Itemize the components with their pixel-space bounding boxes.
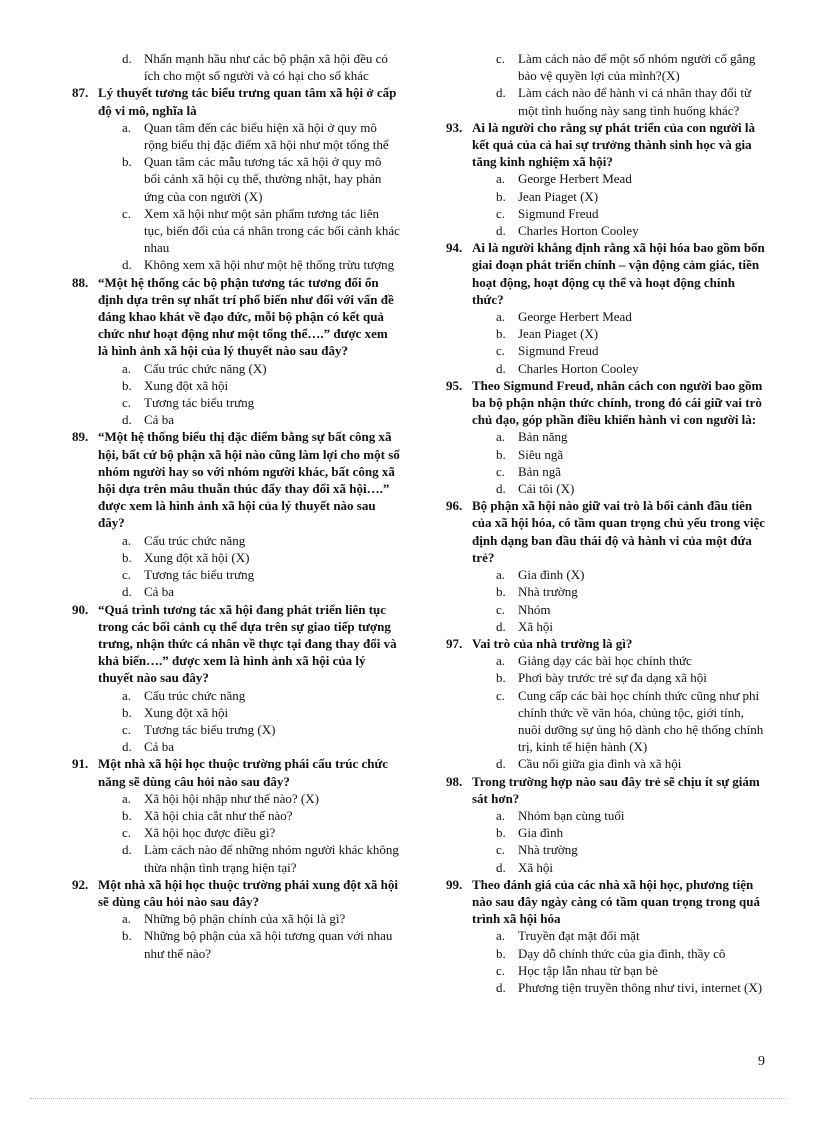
option-letter: d. (122, 842, 132, 858)
option-text: Không xem xã hội như một hệ thống trừu tượng (144, 257, 395, 273)
option-letter: c. (496, 205, 506, 221)
option-text: Làm cách nào để một số nhóm người cố gắng bảo vệ quyền lợi của mình?(X) (518, 51, 756, 84)
question-stem (72, 876, 400, 910)
option-text: Tương tác biểu trưng (X) (144, 721, 276, 737)
option-letter: b. (496, 188, 506, 204)
option-letter: a. (496, 567, 506, 583)
option-text: Tương tác biểu trưng (144, 567, 255, 583)
option-letter: b. (496, 584, 506, 600)
question-stem (72, 428, 400, 531)
option-letter: a. (496, 429, 506, 445)
option-text: Charles Horton Cooley (518, 360, 639, 376)
question-stem (446, 635, 766, 652)
option-text: Bản năng (518, 429, 568, 445)
question-text: Bộ phận xã hội nào giữ vai trò là bối cảnh đầu tiên của xã hội hóa, có tầm quan trọng chủ yếu trong việc định dạng ban đầu thái độ và hành vi của một đứa trẻ? (472, 498, 765, 565)
option-letter: d. (496, 756, 506, 772)
option-text: Nhóm bạn cùng tuổi (518, 807, 625, 823)
option-text: Dạy dỗ chính thức của gia đình, thầy cô (518, 945, 726, 961)
option-text: Cả ba (144, 412, 174, 428)
option-letter: b. (122, 377, 132, 393)
answer-option (496, 962, 766, 979)
question-stem (446, 119, 766, 171)
question-stem (72, 84, 400, 118)
question (446, 876, 766, 996)
answer-option (122, 704, 400, 721)
option-text: Xung đột xã hội (144, 704, 229, 720)
answer-option (496, 601, 766, 618)
option-letter: a. (122, 790, 132, 806)
option-letter: a. (496, 928, 506, 944)
option-letter: b. (496, 945, 506, 961)
option-text: Xã hội (518, 859, 554, 875)
option-text: Gia đình (X) (518, 567, 585, 583)
option-letter: c. (122, 395, 132, 411)
continued-options (72, 50, 400, 84)
footer-divider (30, 1098, 786, 1099)
option-letter: a. (496, 807, 506, 823)
answer-option (122, 549, 400, 566)
question-text: Theo đánh giá của các nhà xã hội học, phương tiện nào sau đây ngày càng có tầm quan trọng trong quá trình xã hội hóa (472, 876, 760, 927)
question-number: 88. (72, 274, 89, 290)
option-letter: c. (122, 825, 132, 841)
question-stem (446, 876, 766, 928)
answer-option (496, 945, 766, 962)
option-letter: c. (122, 567, 132, 583)
option-letter: c. (122, 205, 132, 221)
answer-option (122, 532, 400, 549)
option-text: Xã hội (518, 618, 554, 634)
answer-option (496, 859, 766, 876)
answer-option (122, 377, 400, 394)
option-text: Nhấn mạnh hầu như các bộ phận xã hội đều có ích cho một số người và có hại cho số khác (144, 51, 388, 84)
option-letter: b. (496, 326, 506, 342)
option-letter: a. (496, 309, 506, 325)
option-letter: a. (122, 119, 132, 135)
answer-option (122, 394, 400, 411)
answer-option (496, 308, 766, 325)
option-text: Cầu nối giữa gia đình và xã hội (518, 756, 682, 772)
option-text: Xung đột xã hội (144, 377, 229, 393)
question-number: 97. (446, 635, 463, 651)
answer-option (122, 824, 400, 841)
option-text: Xem xã hội như một sản phẩm tương tác liên tục, biến đổi của cá nhân trong các bối cảnh khác nhau (144, 205, 400, 256)
answer-option (496, 618, 766, 635)
option-text: Sigmund Freud (518, 343, 599, 359)
question-number: 90. (72, 601, 89, 617)
question-stem (446, 773, 766, 807)
option-letter: a. (122, 687, 132, 703)
question (72, 84, 400, 273)
answer-option (496, 222, 766, 239)
option-text: Quan tâm đến các biểu hiện xã hội ở quy mô rộng biểu thị đặc điểm xã hội như một tổng thể (144, 119, 389, 153)
option-text: Truyền đạt mặt đối mặt (518, 928, 640, 944)
option-text: Bản ngã (518, 463, 561, 479)
question-number: 92. (72, 876, 89, 892)
question-number: 87. (72, 85, 89, 101)
question-stem (446, 239, 766, 308)
option-text: Nhà trường (518, 842, 578, 858)
option-letter: d. (496, 618, 506, 634)
answer-option (496, 652, 766, 669)
option-letter: d. (496, 360, 506, 376)
option-letter: a. (496, 653, 506, 669)
question-number: 98. (446, 773, 463, 789)
answer-option (122, 256, 400, 273)
question (446, 635, 766, 773)
option-letter: b. (122, 928, 132, 944)
option-text: Cấu trúc chức năng (144, 687, 246, 703)
option-text: Jean Piaget (X) (518, 188, 599, 204)
option-text: Xã hội học được điều gì? (144, 825, 276, 841)
option-text: Phương tiện truyền thông như tivi, internet (X) (518, 979, 763, 995)
option-letter: c. (496, 343, 506, 359)
question (72, 601, 400, 756)
option-text: Nhóm (518, 601, 551, 617)
answer-option (496, 480, 766, 497)
option-letter: d. (122, 51, 132, 66)
question-text: Theo Sigmund Freud, nhân cách con người bao gồm ba bộ phận nhận thức chính, trong đó cái giữ vai trò chủ đạo, góp phần điều khiển hành vi con người là: (472, 377, 763, 428)
question-number: 89. (72, 429, 89, 445)
option-text: Giảng dạy các bài học chính thức (518, 653, 692, 669)
continued-options (446, 50, 766, 119)
answer-option (496, 428, 766, 445)
answer-option (496, 205, 766, 222)
page-number: 9 (758, 1054, 765, 1069)
question (446, 119, 766, 239)
option-letter: d. (122, 739, 132, 755)
option-letter: d. (122, 412, 132, 428)
option-text: Làm cách nào để hành vi cá nhân thay đổi từ một tình huống này sang tình huống khác? (518, 85, 752, 118)
question-text: “Quá trình tương tác xã hội đang phát triển liên tục trong các bối cảnh cụ thể dựa trên sự giao tiếp tượng trưng, nhận thức cá nhân về thực tại đang thay đổi và khả biến….” được xem là hình ảnh xã hội của lý thuyết nào sau đây? (98, 601, 397, 686)
option-letter: a. (122, 532, 132, 548)
answer-option (496, 342, 766, 359)
option-text: Cung cấp các bài học chính thức cũng như phi chính thức về văn hóa, chủng tộc, giới tính, nuôi dưỡng sự ủng hộ dành cho hệ thống chính trị, kinh tế hiện hành (X) (518, 687, 764, 755)
question-number: 91. (72, 756, 89, 772)
option-text: Học tập lẫn nhau từ bạn bè (518, 962, 658, 978)
option-letter: d. (122, 584, 132, 600)
answer-option (496, 446, 766, 463)
option-letter: c. (122, 721, 132, 737)
answer-option (496, 807, 766, 824)
option-text: Xã hội hội nhập như thế nào? (X) (144, 790, 319, 806)
answer-option (122, 50, 400, 84)
question-number: 99. (446, 876, 463, 892)
option-text: Cấu trúc chức năng (X) (144, 360, 267, 376)
option-letter: a. (122, 911, 132, 927)
option-text: Nhà trường (518, 584, 578, 600)
option-letter: c. (496, 842, 506, 858)
left-column (72, 50, 400, 962)
answer-option (496, 755, 766, 772)
option-letter: c. (496, 687, 506, 703)
option-letter: d. (496, 481, 506, 497)
option-letter: d. (496, 223, 506, 239)
option-text: Cả ba (144, 739, 174, 755)
question (446, 773, 766, 876)
option-letter: b. (122, 807, 132, 823)
answer-option (122, 566, 400, 583)
option-letter: a. (496, 171, 506, 187)
answer-option (496, 583, 766, 600)
answer-option (122, 119, 400, 153)
answer-option (496, 824, 766, 841)
answer-option (122, 790, 400, 807)
answer-option (496, 841, 766, 858)
option-letter: b. (496, 825, 506, 841)
question-text: Ai là người khẳng định rằng xã hội hóa bao gồm bốn giai đoạn phát triển chính – vận động cảm giác, tiền hoạt động, hoạt động cụ thể và hoạt động chính thức? (472, 240, 765, 307)
question-stem (72, 274, 400, 360)
option-text: Làm cách nào để những nhóm người khác không thừa nhận tình trạng hiện tại? (144, 842, 399, 875)
question-text: Lý thuyết tương tác biểu trưng quan tâm xã hội ở cấp độ vi mô, nghĩa là (98, 85, 397, 118)
option-text: Quan tâm các mẫu tương tác xã hội ở quy mô bối cảnh xã hội cụ thể, thường nhật, hay phản ứng của con người (X) (144, 154, 382, 204)
answer-option (122, 360, 400, 377)
answer-option (496, 979, 766, 996)
question (446, 377, 766, 497)
question-stem (446, 377, 766, 429)
answer-option (496, 84, 766, 118)
answer-option (496, 170, 766, 187)
answer-option (496, 566, 766, 583)
option-letter: b. (122, 154, 132, 170)
question-text: Ai là người cho rằng sự phát triển của con người là kết quả của cả hai sự trưởng thành sinh học và gia tăng kinh nghiệm xã hội? (472, 119, 756, 170)
question-stem (446, 497, 766, 566)
question-text: Một nhà xã hội học thuộc trường phái cấu trúc chức năng sẽ dùng câu hỏi nào sau đây? (98, 756, 389, 789)
answer-option (122, 721, 400, 738)
answer-option (122, 807, 400, 824)
option-text: Những bộ phận chính của xã hội là gì? (144, 911, 346, 927)
question-stem (72, 601, 400, 687)
question-number: 93. (446, 119, 463, 135)
answer-option (122, 583, 400, 600)
option-letter: c. (496, 463, 506, 479)
answer-option (122, 910, 400, 927)
option-text: Charles Horton Cooley (518, 223, 639, 239)
option-letter: b. (496, 446, 506, 462)
option-text: Xã hội chia cắt như thế nào? (144, 807, 293, 823)
option-text: George Herbert Mead (518, 309, 632, 325)
option-letter: b. (496, 670, 506, 686)
question (446, 239, 766, 377)
option-letter: d. (122, 257, 132, 273)
answer-option (496, 50, 766, 84)
answer-option (122, 927, 400, 961)
option-text: Cả ba (144, 584, 174, 600)
question (446, 497, 766, 635)
answer-option (496, 188, 766, 205)
answer-option (122, 205, 400, 257)
option-letter: d. (496, 979, 506, 995)
answer-option (122, 738, 400, 755)
question (72, 876, 400, 962)
option-letter: c. (496, 962, 506, 978)
option-text: Gia đình (518, 825, 564, 841)
option-text: George Herbert Mead (518, 171, 632, 187)
answer-option (496, 463, 766, 480)
question (72, 428, 400, 600)
option-letter: d. (496, 85, 506, 101)
option-letter: b. (122, 549, 132, 565)
answer-option (496, 325, 766, 342)
option-text: Phơi bày trước trẻ sự đa dạng xã hội (518, 670, 707, 686)
option-text: Xung đột xã hội (X) (144, 549, 250, 565)
question-text: “Một hệ thống các bộ phận tương tác tương đối ổn định dựa trên sự nhất trí phổ biến như đối với vấn đề đáng khao khát về đạo đức, mỗi bộ phận có kết quả chức như hoạt động như một tổng thể….” được xem là hình ảnh xã hội của lý thuyết nào sau đây? (98, 274, 394, 359)
answer-option (122, 841, 400, 875)
option-letter: b. (122, 704, 132, 720)
question-number: 94. (446, 240, 463, 256)
answer-option (496, 687, 766, 756)
question (72, 274, 400, 429)
answer-option (122, 153, 400, 205)
option-text: Những bộ phận của xã hội tương quan với nhau như thế nào? (144, 928, 393, 961)
question-stem (72, 755, 400, 789)
answer-option (122, 687, 400, 704)
question-text: Một nhà xã hội học thuộc trường phái xung đột xã hội sẽ dùng câu hỏi nào sau đây? (98, 876, 398, 909)
option-letter: c. (496, 601, 506, 617)
option-text: Sigmund Freud (518, 205, 599, 221)
question-text: Trong trường hợp nào sau đây trẻ sẽ chịu ít sự giám sát hơn? (472, 773, 760, 806)
question-text: “Một hệ thống biểu thị đặc điểm bằng sự bất công xã hội, bất cứ bộ phận xã hội nào cũng làm lợi cho một số nhóm người hay so với nhóm người khác, bất công xã hội dựa trên mâu thuẫn thúc đẩy thay đổi xã hội….” được xem là hình ảnh xã hội của lý thuyết nào sau đây? (98, 429, 400, 531)
answer-option (496, 927, 766, 944)
answer-option (496, 669, 766, 686)
question (72, 755, 400, 875)
question-number: 95. (446, 377, 463, 393)
question-text: Vai trò của nhà trường là gì? (472, 635, 633, 651)
answer-option (496, 360, 766, 377)
option-text: Cái tôi (X) (518, 481, 575, 497)
option-text: Siêu ngã (518, 446, 564, 462)
question-number: 96. (446, 498, 463, 514)
option-letter: a. (122, 360, 132, 376)
answer-option (122, 411, 400, 428)
right-column (446, 50, 766, 996)
option-text: Jean Piaget (X) (518, 326, 599, 342)
option-text: Cấu trúc chức năng (144, 532, 246, 548)
option-text: Tương tác biểu trưng (144, 395, 255, 411)
option-letter: c. (496, 51, 506, 66)
option-letter: d. (496, 859, 506, 875)
